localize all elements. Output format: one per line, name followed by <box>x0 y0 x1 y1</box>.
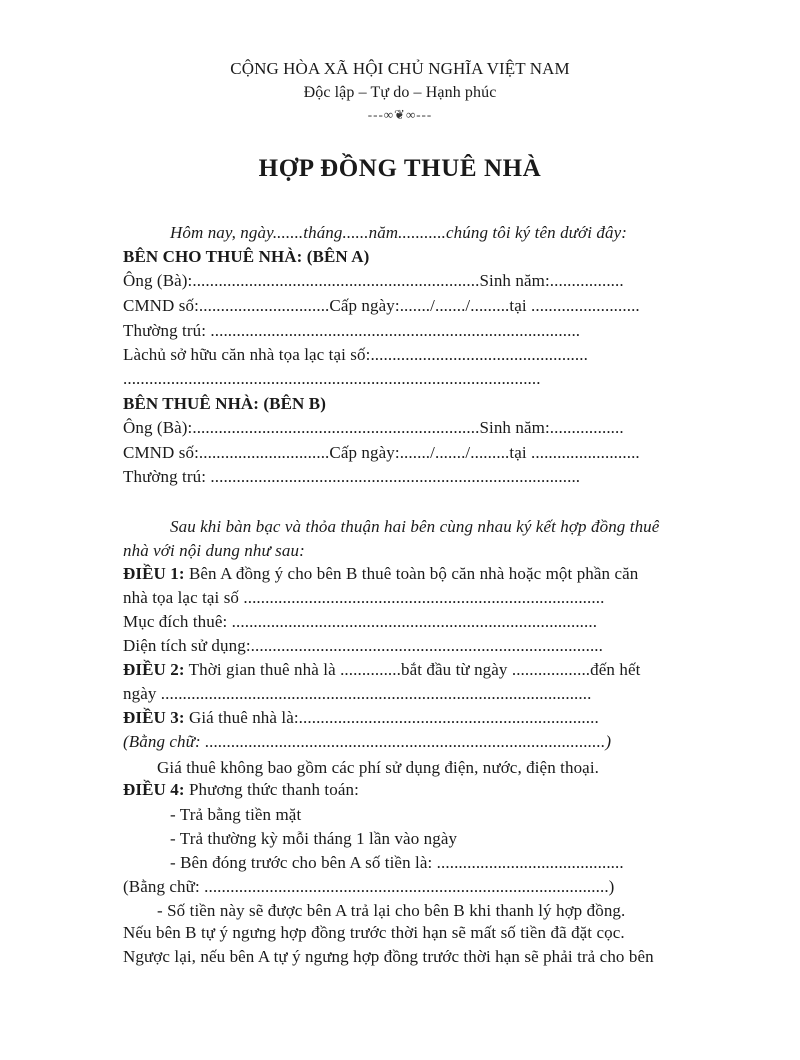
intro-line: Hôm nay, ngày.......tháng......năm...........chúng tôi ký tên dưới đây: <box>170 223 627 242</box>
national-motto: Độc lập – Tự do – Hạnh phúc <box>303 84 497 101</box>
party-a-owner-cont: ................................................................................................ <box>123 369 541 388</box>
country-name: CỘNG HÒA XÃ HỘI CHỦ NGHĨA VIỆT NAM <box>230 59 570 78</box>
article-4-para-1: - Số tiền này sẽ được bên A trả lại cho bên B khi thanh lý hợp đồng. <box>157 901 626 920</box>
article-1-label: ĐIỀU 1: <box>123 564 185 583</box>
agreement-line-1: Sau khi bàn bạc và thỏa thuận hai bên cùng nhau ký kết hợp đồng thuê <box>170 517 660 536</box>
article-1-text: Bên A đồng ý cho bên B thuê toàn bộ căn nhà hoặc một phần căn <box>184 564 639 583</box>
article-4-para-2: Nếu bên B tự ý ngưng hợp đồng trước thời hạn sẽ mất số tiền đã đặt cọc. <box>123 923 625 942</box>
agreement-line-2: nhà với nội dung như sau: <box>123 541 305 560</box>
party-b-id-line: CMND số:..............................Cấp ngày:......./......./.........tại ......................... <box>123 443 640 462</box>
article-4-opt-deposit: - Bên đóng trước cho bên A số tiền là: ........................................... <box>170 853 624 872</box>
article-3-note: Giá thuê không bao gồm các phí sử dụng điện, nước, điện thoại. <box>157 758 599 777</box>
article-1-area: Diện tích sử dụng:................................................................................. <box>123 636 603 655</box>
document-title: HỢP ĐỒNG THUÊ NHÀ <box>258 155 542 182</box>
article-4-opt-cash: - Trả bằng tiền mặt <box>170 805 302 824</box>
party-a-owner-line: Làchủ sở hữu căn nhà tọa lạc tại số:.................................................. <box>123 345 588 364</box>
article-1-line-1 <box>123 563 638 585</box>
article-3-in-words: (Bằng chữ: ............................................................................................) <box>123 732 612 751</box>
article-4-text: Phương thức thanh toán: <box>184 780 359 799</box>
party-b-residence-line: Thường trú: ..................................................................................... <box>123 467 581 486</box>
party-a-id-line: CMND số:..............................Cấp ngày:......./......./.........tại ......................... <box>123 296 640 315</box>
article-2-text: Thời gian thuê nhà là ..............bắt đầu từ ngày ..................đến hết <box>184 660 641 679</box>
article-4-in-words: (Bằng chữ: .............................................................................................) <box>123 877 615 896</box>
article-1-purpose: Mục đích thuê: .................................................................................... <box>123 612 598 631</box>
article-4-label: ĐIỀU 4: <box>123 780 185 799</box>
article-4-opt-monthly: - Trả thường kỳ mỗi tháng 1 lần vào ngày <box>170 829 458 848</box>
article-3-label: ĐIỀU 3: <box>123 708 185 727</box>
article-4-line-1 <box>123 779 359 801</box>
article-4-para-3: Ngược lại, nếu bên A tự ý ngưng hợp đồng trước thời hạn sẽ phải trả cho bên <box>123 947 654 966</box>
party-a-name-line: Ông (Bà):..................................................................Sinh năm:................. <box>123 271 624 290</box>
article-3-text: Giá thuê nhà là:..................................................................... <box>184 708 599 727</box>
party-b-heading: BÊN THUÊ NHÀ: (BÊN B) <box>123 394 326 413</box>
ornament-divider-icon: ---∞❦∞--- <box>367 107 433 122</box>
article-1-line-2: nhà tọa lạc tại số ................................................................................... <box>123 588 605 607</box>
article-2-line-2: ngày ................................................................................................... <box>123 684 592 703</box>
party-a-heading: BÊN CHO THUÊ NHÀ: (BÊN A) <box>123 247 370 266</box>
party-b-name-line: Ông (Bà):..................................................................Sinh năm:................. <box>123 418 624 437</box>
article-2-label: ĐIỀU 2: <box>123 660 185 679</box>
party-a-residence-line: Thường trú: ..................................................................................... <box>123 321 581 340</box>
article-3-line-1 <box>123 707 599 729</box>
article-2-line-1 <box>123 659 640 681</box>
